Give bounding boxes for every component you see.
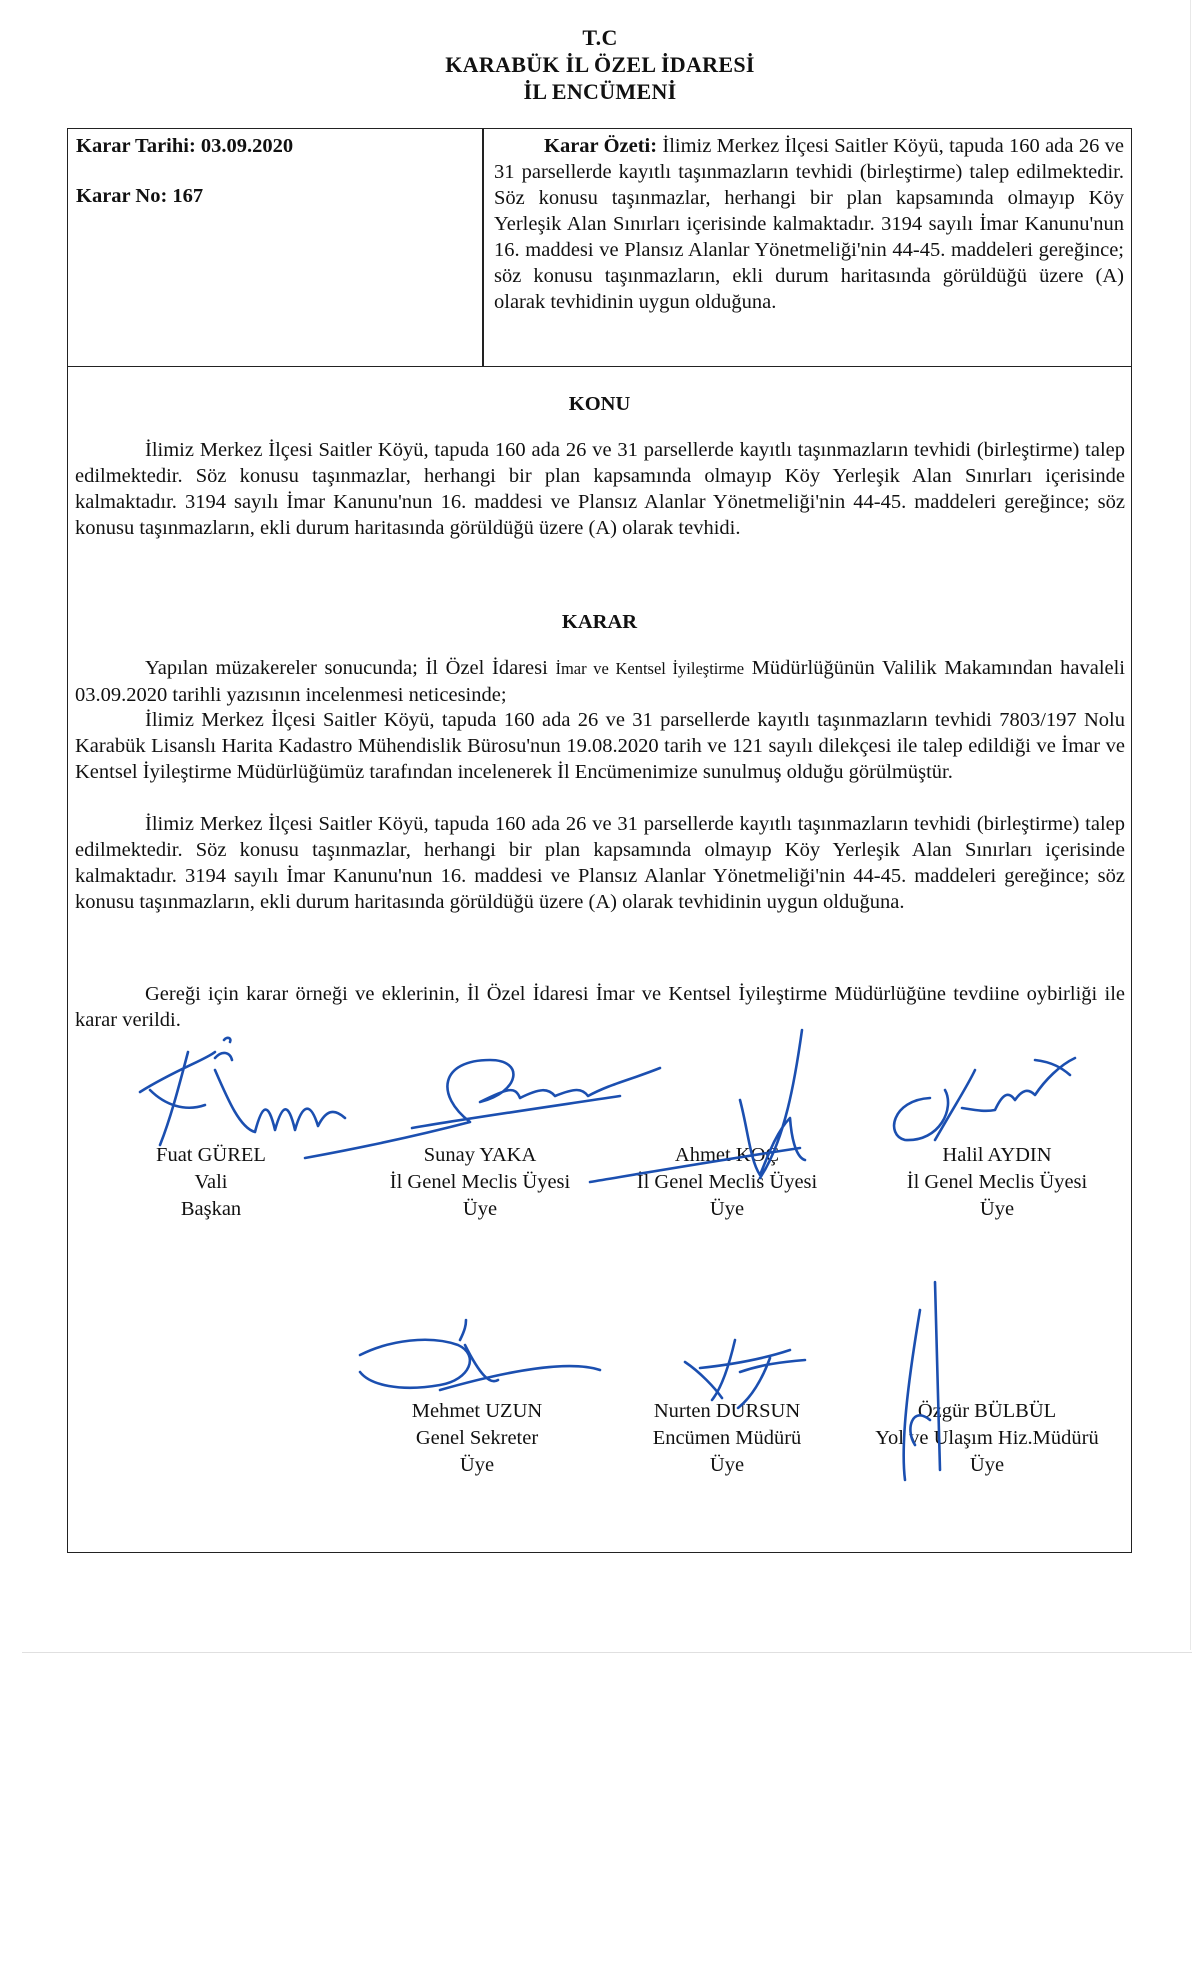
signatory-role: Üye [459,1454,495,1476]
signatory-name: Özgür BÜLBÜL [917,1400,1057,1422]
signatory-name: Nurten DURSUN [653,1400,801,1422]
signatory-role: Üye [462,1198,498,1220]
document-header [0,24,1200,105]
signatory-name: Mehmet UZUN [411,1400,543,1422]
signatory-role: Başkan [180,1198,242,1220]
karar-p1-a: Yapılan müzakereler sonucunda; İl Özel İdaresi [145,657,556,679]
summary-label: Karar Özeti: [544,135,658,157]
signatory-name: Fuat GÜREL [156,1144,266,1166]
karar-p1-c: Müdürlüğünün Valilik Makamından havaleli 03.09.2020 tarihli yazısının incelenmesi neticesinde; [75,657,1126,706]
signatory-role: Üye [709,1454,745,1476]
decision-summary [494,133,1124,315]
signatory-role: Üye [979,1198,1015,1220]
signatory-title: İl Genel Meclis Üyesi [636,1171,818,1193]
signature-block-3 [612,1142,842,1223]
signatory-title: Vali [194,1171,228,1193]
karar-title: KARAR [561,611,638,633]
decision-info-row [68,129,1131,367]
karar-paragraph-2: İlimiz Merkez İlçesi Saitler Köyü, tapuda 160 ada 26 ve 31 parsellerde kayıtlı taşınmazların tevhidi 7803/197 Nolu Karabük Lisanslı Harita Kadastro Mühendislik Bürosu'nun 19.08.2020 tarih ve 121 sayılı dilekçesi ile talep edildiği ve İmar ve Kentsel İyileştirme Müdürlüğümüz tarafından incelenerek İl Encümenimize sunulmuş olduğu görülmüştür. [75,709,1125,783]
page-edge-bottom [22,1652,1192,1653]
decision-number: Karar No: 167 [76,185,204,207]
signatory-title: Genel Sekreter [415,1427,539,1449]
signatory-title: İl Genel Meclis Üyesi [906,1171,1088,1193]
info-divider [482,129,484,366]
signatory-title: İl Genel Meclis Üyesi [389,1171,571,1193]
header-tc: T.C [582,25,618,50]
decision-frame [67,128,1132,1553]
karar-paragraph-4: Gereği için karar örneği ve eklerinin, İl Özel İdaresi İmar ve Kentsel İyileştirme Müdürlüğüne tevdiine oybirliği ile karar verildi. [75,983,1125,1031]
signatory-title: Encümen Müdürü [652,1427,802,1449]
signature-block-2 [365,1142,595,1223]
karar-paragraph-3: İlimiz Merkez İlçesi Saitler Köyü, tapuda 160 ada 26 ve 31 parsellerde kayıtlı taşınmazların tevhidi (birleştirme) talep edilmektedir. Söz konusu taşınmazlar, herhangi bir plan kapsamında olmayıp Köy Yerleşik Alan Sınırları içerisinde kalmaktadır. 3194 sayılı İmar Kanunu'nun 16. maddesi ve Plansız Alanlar Yönetmeliği'nin 44-45. maddeleri gereğince; söz konusu taşınmazların, ekli durum haritasında görüldüğü üzere (A) olarak tevhidinin uygun olduğuna. [75,813,1125,913]
konu-paragraph: İlimiz Merkez İlçesi Saitler Köyü, tapuda 160 ada 26 ve 31 parsellerde kayıtlı taşınmazların tevhidi (birleştirme) talep edilmektedir. Söz konusu taşınmazlar, herhangi bir plan kapsamında olmayıp Köy Yerleşik Alan Sınırları içerisinde kalmaktadır. 3194 sayılı İmar Kanunu'nun 16. maddesi ve Plansız Alanlar Yönetmeliği'nin 44-45. maddeleri gereğince; söz konusu taşınmazların, ekli durum haritasında görüldüğü üzere (A) olarak tevhidi. [75,439,1125,539]
signature-block-5 [362,1398,592,1479]
karar-p1-b: İmar ve Kentsel İyileştirme [555,659,745,678]
signatory-role: Üye [709,1198,745,1220]
header-council: İL ENCÜMENİ [523,79,677,104]
signatory-name: Sunay YAKA [423,1144,537,1166]
signatory-name: Halil AYDIN [942,1144,1052,1166]
signature-block-4 [882,1142,1112,1223]
signatory-title: Yol ve Ulaşım Hiz.Müdürü [875,1427,1099,1449]
summary-text: İlimiz Merkez İlçesi Saitler Köyü, tapuda 160 ada 26 ve 31 parsellerde kayıtlı taşınmazların tevhidi (birleştirme) talep edilmektedir. Söz konusu taşınmazlar, herhangi bir plan kapsamında olmayıp Köy Yerleşik Alan Sınırları içerisinde kalmaktadır. 3194 sayılı İmar Kanunu'nun 16. maddesi ve Plansız Alanlar Yönetmeliği'nin 44-45. maddeleri gereğince; söz konusu taşınmazların, ekli durum haritasında görüldüğü üzere (A) olarak tevhidinin uygun olduğuna. [494,135,1124,313]
konu-title: KONU [568,393,631,415]
karar-paragraph-1 [75,655,1125,708]
decision-date: Karar Tarihi: 03.09.2020 [76,135,294,157]
signature-block-1 [96,1142,326,1223]
header-institution: KARABÜK İL ÖZEL İDARESİ [445,52,755,77]
signatory-name: Ahmet KOÇ [674,1144,780,1166]
signature-block-6 [612,1398,842,1479]
signature-block-7 [872,1398,1102,1479]
page-edge-right [1190,0,1191,1650]
signatory-role: Üye [969,1454,1005,1476]
